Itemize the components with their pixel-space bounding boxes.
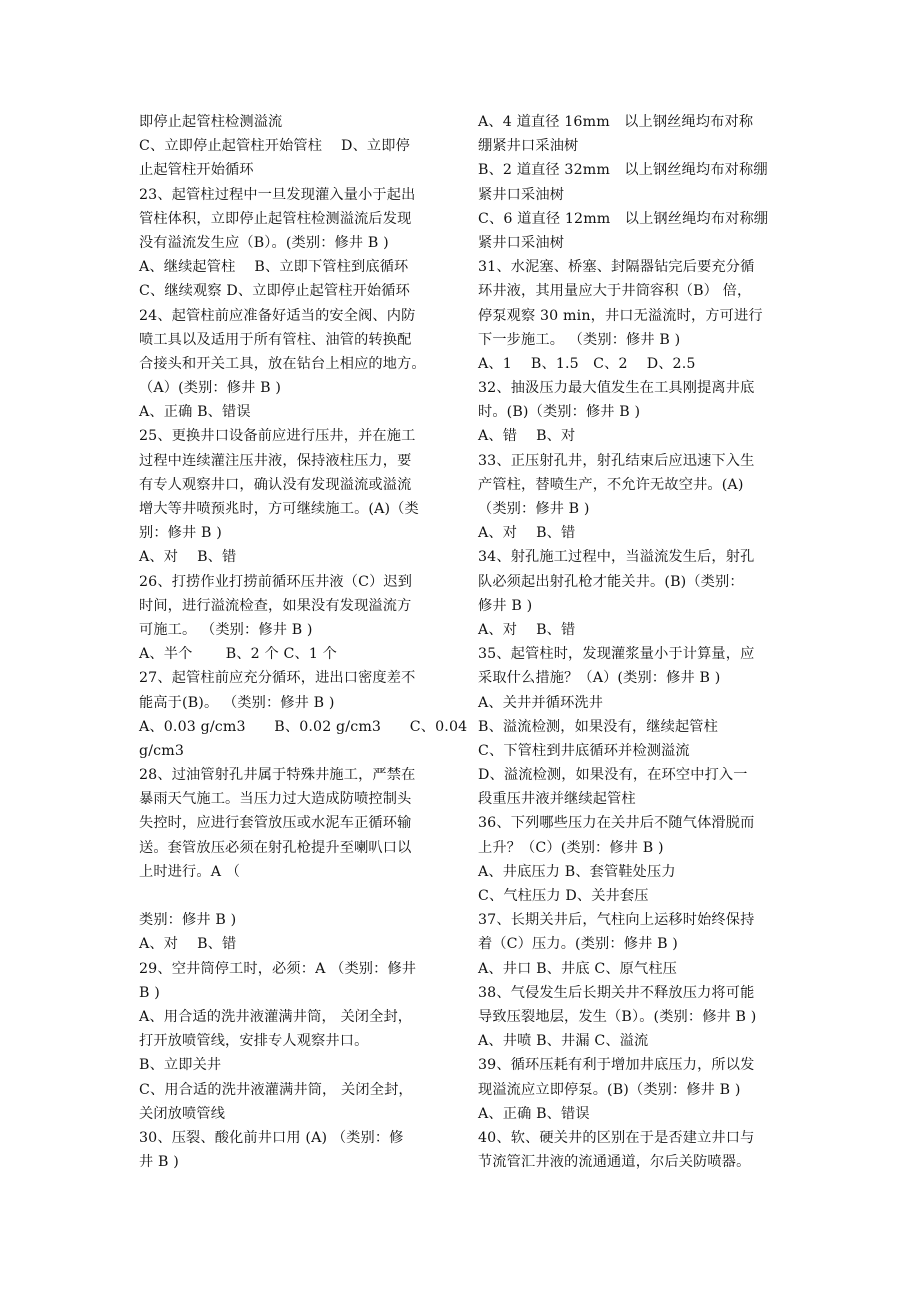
text-line: 类别：修井 B ) [139,912,237,929]
text-line: C、下管柱到井底循环并检测溢流 [478,742,690,759]
text-line: B、2 道直径 32mm 以上钢丝绳均布对称绷 [478,162,768,179]
text-line: 段重压井液并继续起管柱 [478,791,636,808]
text-line: 队必须起出射孔枪才能关井。(B)（类别： [478,573,744,590]
text-line: 停泵观察 30 min，井口无溢流时，方可进行 [478,307,763,324]
text-line: C、继续观察 D、立即停止起管柱开始循环 [139,283,410,300]
text-line: 别：修井 B ) [139,525,222,542]
text-line: （类别：修井 B ) [478,501,590,517]
text-line: 止起管柱开始循环 [139,162,254,179]
text-line: 时间，进行溢流检查，如果没有发现溢流方 [139,597,412,614]
text-line: 打开放喷管线，安排专人观察井口。 [139,1033,369,1050]
text-line: A、关井并循环洗井 [478,694,604,711]
text-line: 过程中连续灌注压井液，保持液柱压力，要 [139,452,412,469]
text-line: 采取什么措施？（A）(类别：修井 B ) [478,670,721,687]
text-line: A、半个 B、2 个 C、1 个 [139,646,338,663]
text-line: A、1 B、1.5 C、2 D、2.5 [478,355,696,372]
text-line: 有专人观察井口，确认没有发现溢流或溢流 [139,476,412,493]
text-line: A、井口 B、井底 C、原气柱压 [478,960,678,977]
text-line: 喷工具以及适用于所有管柱、油管的转换配 [139,331,412,348]
text-line: A、用合适的洗井液灌满井筒， 关闭全封， [139,1008,413,1025]
text-line: A、井喷 B、井漏 C、溢流 [478,1033,649,1050]
text-line: 32、抽汲压力最大值发生在工具刚提离井底 [478,380,755,397]
text-line: 现溢流应立即停泵。(B)（类别：修井 B ) [478,1081,741,1098]
text-line: 产管柱，替喷生产，不允许无故空井。(A) [478,476,744,493]
text-line: 37、长期关井后，气柱向上运移时始终保持 [478,912,755,929]
text-line: 修井 B ) [478,597,533,614]
text-line: A、正确 B、错误 [139,404,251,421]
text-line: 29、空井筒停工时，必须：A （类别：修井 [139,960,417,977]
text-line: A、对 B、错 [478,525,576,542]
text-line: B、立即关井 [139,1057,222,1074]
text-line: 没有溢流发生应（B）。(类别：修井 B ) [139,234,389,251]
text-line: A、正确 B、错误 [478,1105,590,1122]
right-column [478,110,785,1174]
text-line: 33、正压射孔井，射孔结束后应迅速下入生 [478,452,755,469]
text-line: 失控时，应进行套管放压或水泥车正循环输 [139,815,412,832]
text-line: A、0.03 g/cm3 B、0.02 g/cm3 C、0.04 [139,718,468,735]
text-line: B、溢流检测，如果没有，继续起管柱 [478,718,718,735]
text-line: C、气柱压力 D、关井套压 [478,888,649,904]
text-line: （A）(类别：修井 B ) [139,380,282,397]
text-line: 23、起管柱过程中一旦发现灌入量小于起出 [139,186,416,203]
text-line: 38、气侵发生后长期关井不释放压力将可能 [478,984,755,1001]
text-line [139,884,446,908]
text-line: 26、打捞作业打捞前循环压井液（C）迟到 [139,573,413,590]
text-line: 导致压裂地层，发生（B）。(类别：修井 B ) [478,1008,757,1025]
text-line: 28、过油管射孔井属于特殊井施工，严禁在 [139,767,416,784]
text-line: 节流管汇井液的流通通道，尔后关防喷器。 [478,1154,751,1171]
text-line: 35、起管柱时，发现灌浆量小于计算量，应 [478,646,755,663]
left-column [139,110,468,1174]
text-line: 上时进行。A （ [139,863,241,880]
text-line: 下一步施工。 （类别：修井 B ) [478,331,681,348]
text-line: 环井液，其用量应大于井筒容积（B） 倍， [478,283,752,300]
text-line: 紧井口采油树 [478,186,565,203]
text-line: A、对 B、错 [139,549,237,566]
text-line: 上升？（C）(类别：修井 B ) [478,839,664,856]
text-line: 30、压裂、酸化前井口用 (A) （类别：修 [139,1129,404,1146]
text-line: 即停止起管柱检测溢流 [139,114,283,130]
text-line: A、继续起管柱 B、立即下管柱到底循环 [139,259,409,276]
text-line: A、对 B、错 [478,621,576,638]
text-line: 暴雨天气施工。当压力过大造成防喷控制头 [139,791,412,808]
text-line: C、6 道直径 12mm 以上钢丝绳均布对称绷 [478,210,769,227]
text-line: 井 B ) [139,1154,179,1171]
text-line: 送。套管放压必须在射孔枪提升至喇叭口以 [139,839,412,856]
text-line: g/cm3 [139,742,185,759]
text-line: A、错 B、对 [478,428,576,445]
text-line: A、4 道直径 16mm 以上钢丝绳均布对称 [478,114,754,130]
text-line: 40、软、硬关井的区别在于是否建立井口与 [478,1129,755,1146]
text-line: 39、循环压耗有利于增加井底压力，所以发 [478,1057,755,1074]
text-line: 时。(B)（类别：修井 B ) [478,404,641,421]
text-line: C、用合适的洗井液灌满井筒， 关闭全封， [139,1081,413,1098]
text-line: 可施工。 （类别：修井 B ) [139,621,313,638]
text-line: 27、起管柱前应充分循环，进出口密度差不 [139,670,416,687]
text-line: 增大等井喷预兆时，方可继续施工。(A)（类 [139,501,419,517]
text-line: 着（C）压力。(类别：修井 B ) [478,936,678,953]
text-line: C、立即停止起管柱开始管柱 D、立即停 [139,138,410,155]
text-line: 24、起管柱前应准备好适当的安全阀、内防 [139,307,416,324]
text-line: A、井底压力 B、套管鞋处压力 [478,863,676,880]
text-line: 合接头和开关工具，放在钻台上相应的地方。 [139,355,426,372]
text-line: 能高于(B)。 （类别：修井 B ) [139,694,335,711]
text-line: 25、更换井口设备前应进行压井，并在施工 [139,428,416,445]
text-line: A、对 B、错 [139,936,237,953]
text-line: 36、下列哪些压力在关井后不随气体滑脱而 [478,815,755,832]
text-line: 紧井口采油树 [478,234,565,251]
text-line: 绷紧井口采油树 [478,138,579,155]
text-line: 管柱体积，立即停止起管柱检测溢流后发现 [139,210,412,227]
text-line: B ) [139,984,160,1001]
text-line: D、溢流检测，如果没有，在环空中打入一 [478,767,748,784]
text-line: 34、射孔施工过程中，当溢流发生后，射孔 [478,549,755,566]
text-line: 关闭放喷管线 [139,1105,226,1122]
text-line: 31、水泥塞、桥塞、封隔器钻完后要充分循 [478,259,755,276]
